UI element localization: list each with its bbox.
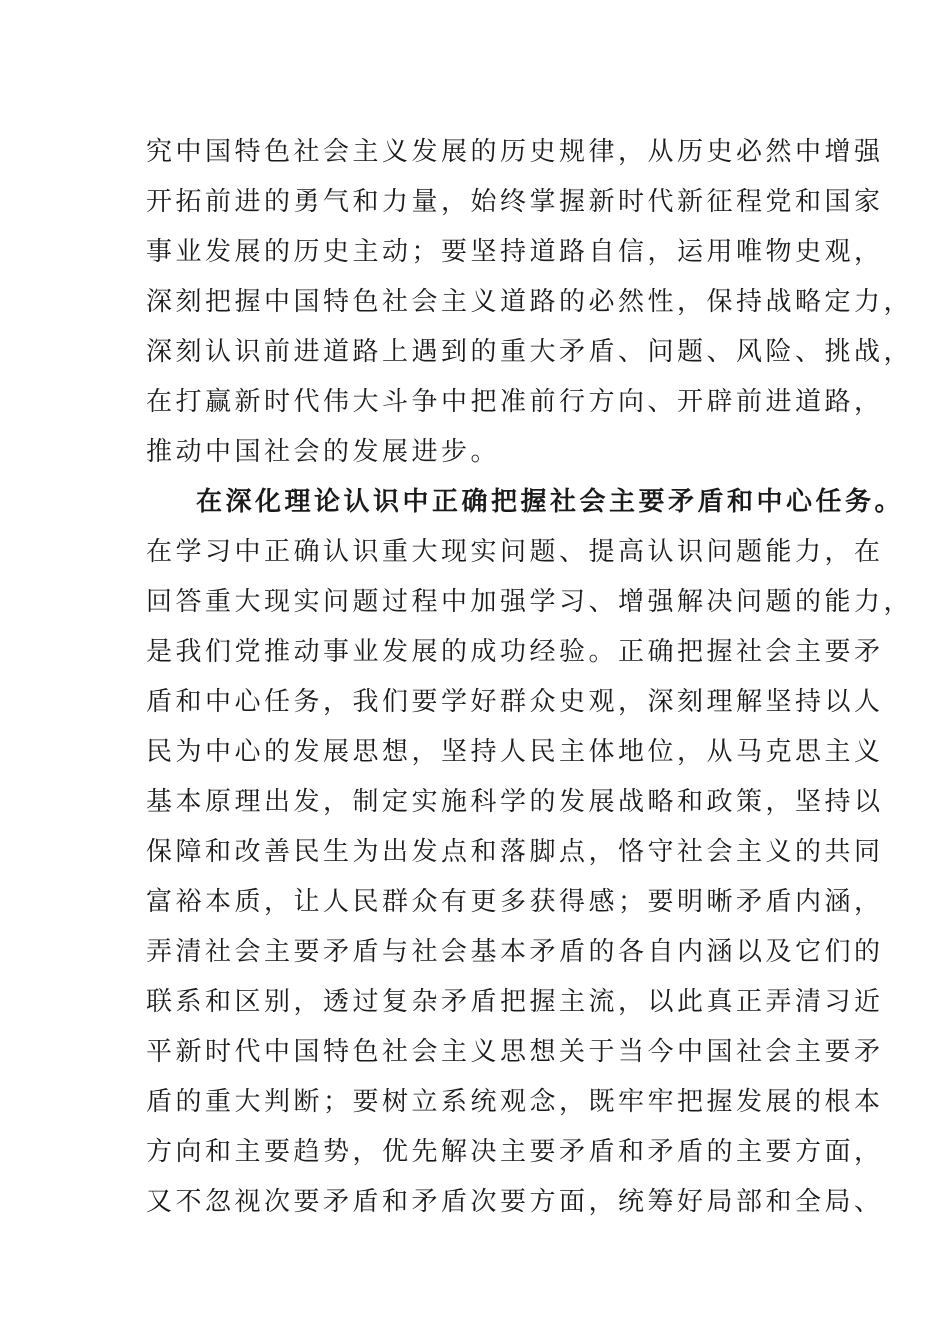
body-text-line: 在打赢新时代伟大斗争中把准前行方向、开辟前进道路， — [146, 387, 884, 417]
section-heading: 在深化理论认识中正确把握社会主要矛盾和中心任务。 — [196, 487, 905, 517]
body-text-line: 深刻认识前进道路上遇到的重大矛盾、问题、风险、挑战， — [146, 337, 914, 367]
body-text-line: 联系和区别，透过复杂矛盾把握主流，以此真正弄清习近 — [146, 987, 884, 1017]
body-text-line: 基本原理出发，制定实施科学的发展战略和政策，坚持以 — [146, 787, 884, 817]
body-text-line: 方向和主要趋势，优先解决主要矛盾和矛盾的主要方面， — [146, 1137, 884, 1167]
body-text-line: 盾的重大判断；要树立系统观念，既牢牢把握发展的根本 — [146, 1087, 884, 1117]
body-text-line: 回答重大现实问题过程中加强学习、增强解决问题的能力， — [146, 587, 914, 617]
body-text-line: 又不忽视次要矛盾和矛盾次要方面，统筹好局部和全局、 — [146, 1187, 884, 1217]
body-text-line: 弄清社会主要矛盾与社会基本矛盾的各自内涵以及它们的 — [146, 937, 884, 967]
body-text-line: 保障和改善民生为出发点和落脚点，恪守社会主义的共同 — [146, 837, 884, 867]
body-text-line: 平新时代中国特色社会主义思想关于当今中国社会主要矛 — [146, 1037, 884, 1067]
body-text-line: 民为中心的发展思想，坚持人民主体地位，从马克思主义 — [146, 737, 884, 767]
body-text-line: 在学习中正确认识重大现实问题、提高认识问题能力，在 — [146, 537, 884, 567]
body-text-line: 盾和中心任务，我们要学好群众史观，深刻理解坚持以人 — [146, 687, 884, 717]
body-text-line: 究中国特色社会主义发展的历史规律，从历史必然中增强 — [146, 137, 884, 167]
body-text-line: 开拓前进的勇气和力量，始终掌握新时代新征程党和国家 — [146, 187, 884, 217]
body-text-line: 富裕本质，让人民群众有更多获得感；要明晰矛盾内涵， — [146, 887, 884, 917]
body-text-line: 推动中国社会的发展进步。 — [146, 437, 501, 467]
body-text-line: 事业发展的历史主动；要坚持道路自信，运用唯物史观， — [146, 237, 884, 267]
body-text-line: 是我们党推动事业发展的成功经验。正确把握社会主要矛 — [146, 637, 884, 667]
body-text-line: 深刻把握中国特色社会主义道路的必然性，保持战略定力， — [146, 287, 914, 317]
